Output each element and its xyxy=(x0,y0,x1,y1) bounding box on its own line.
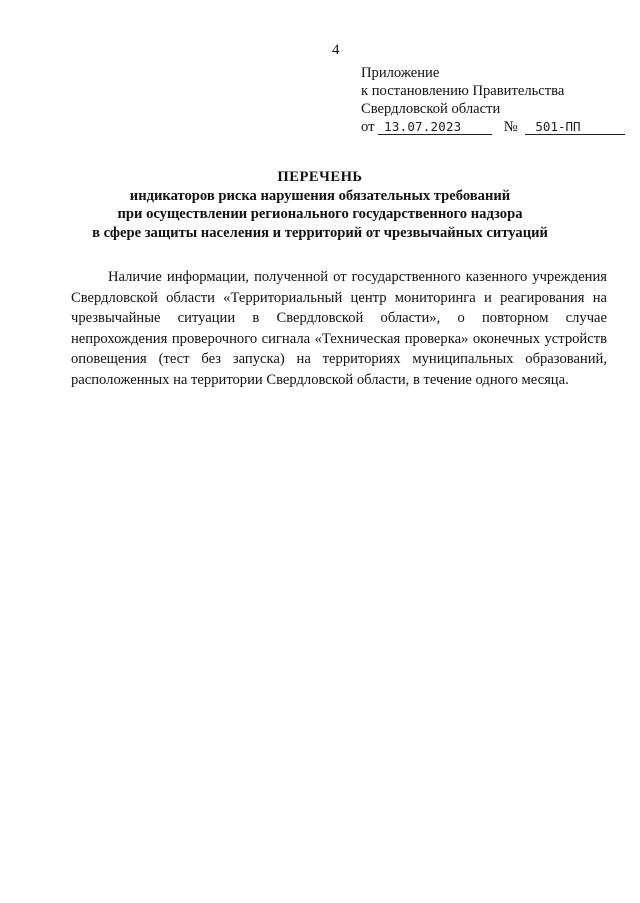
heading-line-1: индикаторов риска нарушения обязательных требований xyxy=(129,187,511,204)
number-sign: № xyxy=(503,119,518,135)
approval-line-3: Свердловской области xyxy=(361,101,501,117)
document-heading xyxy=(0,168,640,242)
date-prefix: от xyxy=(361,119,375,135)
body-paragraph: Наличие информации, полученной от государственного казенного учреждения Свердловской области «Территориальный центр мониторинга и реагирования на чрезвычайные ситуации в Свердловской области», о повторном случае непрохождения проверочного сигнала «Техническая проверка» оконечных устройств оповещения (тест без запуска) на территориях муниципальных образований, расположенных на территории Свердловской области, в течение одного месяца. xyxy=(71,269,607,388)
approval-reference xyxy=(361,118,625,136)
approval-line-1: Приложение xyxy=(361,65,440,81)
heading-line-2: при осуществлении регионального государственного надзора xyxy=(117,206,523,222)
page-number: 4 xyxy=(332,42,340,58)
document-number: 501-ПП xyxy=(525,120,625,135)
heading-line-3: в сфере защиты населения и территорий от чрезвычайных ситуаций xyxy=(92,224,548,241)
heading-title: ПЕРЕЧЕНЬ xyxy=(277,169,363,185)
approval-block xyxy=(361,64,625,136)
approval-line-2: к постановлению Правительства xyxy=(361,83,565,99)
document-date: 13.07.2023 xyxy=(378,120,492,135)
